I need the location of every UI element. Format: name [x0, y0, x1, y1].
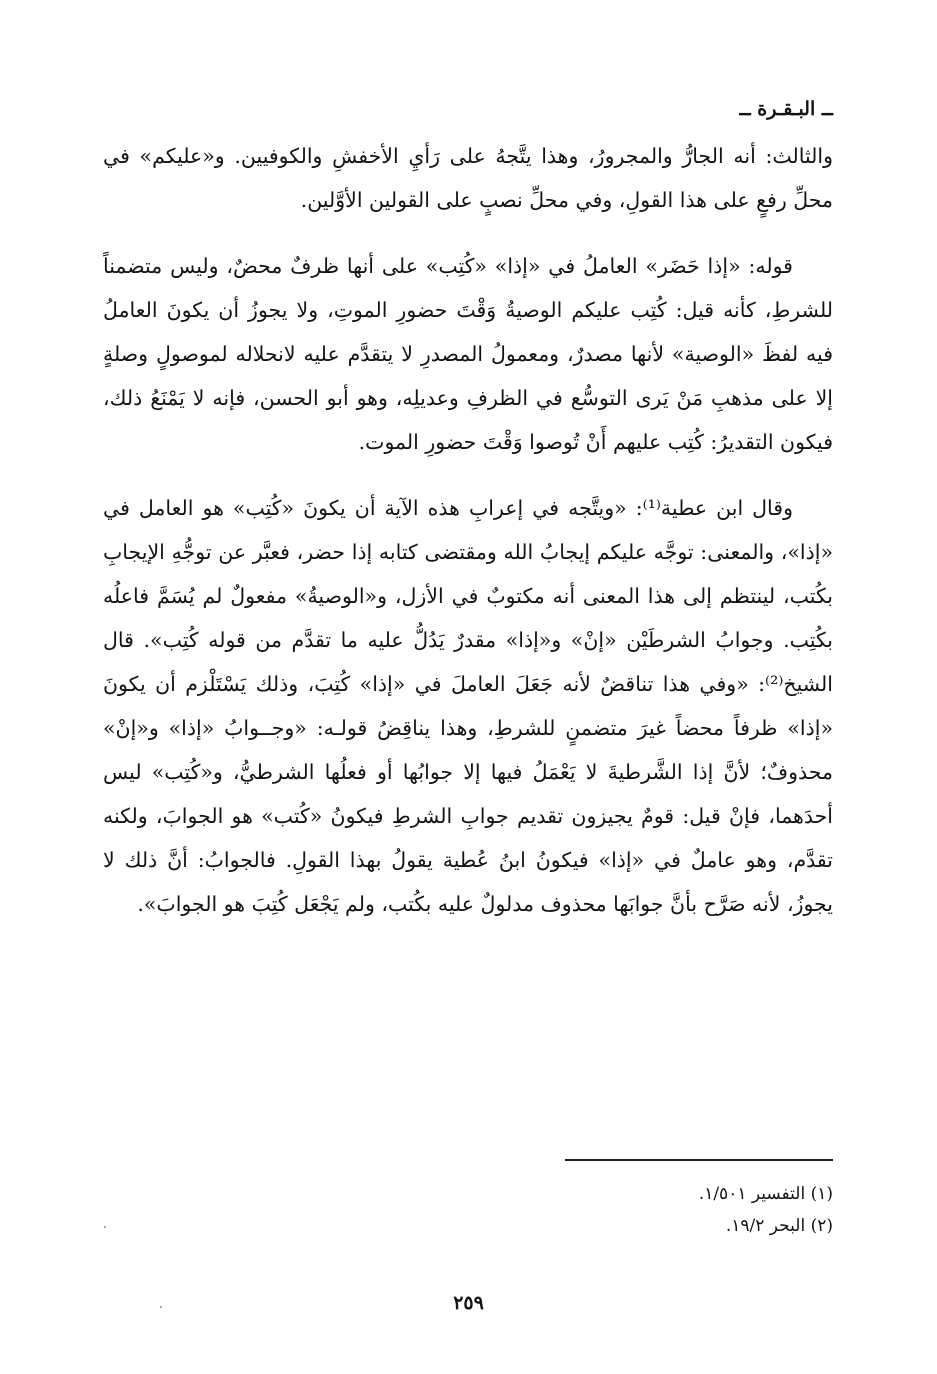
running-header: ــ البـقـرة ــ: [739, 98, 833, 120]
footnote-divider: [565, 1159, 833, 1161]
scan-speck: [160, 1306, 162, 1308]
paragraph-ibn-atiyya: وقال ابن عطية⁽¹⁾: «ويتَّجه في إعرابِ هذه الآية أن يكونَ «كُتِب» هو العامل في «إذا»، والمعنى: توجَّه عليكم إيجابُ الله ومقتضى كتابه إذا حضر، فعبَّر عن توجُّهِ الإيجابِ بكُتب، لينتظم إلى هذا المعنى أنه مكتوبٌ في الأزل، و«الوصيةُ» مفعولٌ لم يُسَمَّ فاعلُه بكُتِب. وجوابُ الشرطَيْن «إنْ» و«إذا» مقدرٌ يَدُلُّ عليه ما تقدَّم من قوله كُتِب». قال الشيخ⁽²⁾: «وفي هذا تناقضٌ لأنه جَعَلَ العاملَ في «إذا» كُتِبَ، وذلك يَسْتَلْزم أن يكونَ «إذا» ظرفاً محضاً غيرَ متضمنٍ للشرطِ، وهذا يناقِضُ قولـه: «وجــوابُ «إذا» و«إنْ» محذوفٌ؛ لأنَّ إذا الشَّرطيةَ لا يَعْمَلُ فيها إلا جوابُها أو فعلُها الشرطيُّ، و«كُتِب» ليس أحدَهما، فإنْ قيل: قومٌ يجيزون تقديم جوابِ الشرطِ فيكونُ «كُتب» هو الجوابَ، ولكنه تقدَّم، وهو عاملٌ في «إذا» فيكونُ ابنُ عُطية يقولُ بهذا القولِ. فالجوابُ: أنَّ ذلك لا يجوزُ، لأنه صَرَّح بأنَّ جوابَها محذوف مدلولٌ عليه بكُتب، ولم يَجْعَل كُتِبَ هو الجوابَ».: [103, 496, 833, 916]
footnote-2: (٢) البحر ١٩/٢.: [725, 1216, 833, 1236]
main-text: [103, 134, 833, 926]
footnote-1: (١) التفسير ١/٥٠١.: [698, 1184, 833, 1204]
page-number: ٢٥٩: [453, 1292, 484, 1314]
paragraph-third-opinion: والثالث: أنه الجارُّ والمجرورُ، وهذا يتَّجهُ على رَأيِ الأخفشِ والكوفيين. و«عليكم» في محلِّ رفعٍ على هذا القولِ، وفي محلِّ نصبٍ على القولين الأوَّلين.: [103, 144, 833, 212]
scan-speck: [104, 1226, 106, 1228]
paragraph-idha-hadara: قوله: «إذا حَضَر» العاملُ في «إذا» «كُتِب» على أنها ظرفٌ محضٌ، وليس متضمناً للشرطِ، كأنه قيل: كُتِب عليكم الوصيةُ وَقْتَ حضورِ الموتِ، ولا يجوزُ أن يكونَ العاملُ فيه لفظَ «الوصية» لأنها مصدرٌ، ومعمولُ المصدرِ لا يتقدَّم عليه لانحلاله لموصولٍ وصلةٍ إلا على مذهبِ مَنْ يَرى التوسُّع في الظرفِ وعديلِه، وهو أبو الحسن، فإنه لا يَمْنَعُ ذلك، فيكون التقديرُ: كُتِب عليهم أَنْ تُوصوا وَقْتَ حضورِ الموت.: [103, 254, 833, 454]
footnotes: [433, 1178, 833, 1242]
